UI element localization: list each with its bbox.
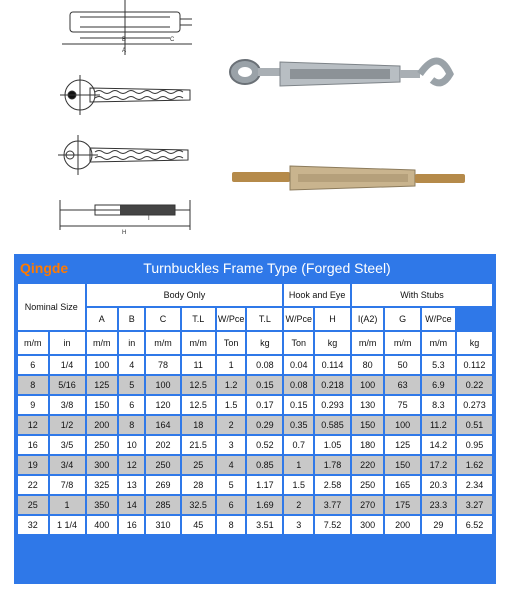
unit-cell: m/m — [87, 332, 117, 354]
table-cell: 16 — [18, 436, 48, 454]
table-cell: 1.78 — [315, 456, 350, 474]
label-dim-h: H — [122, 230, 127, 236]
table-cell: 100 — [385, 416, 419, 434]
table-cell: 3/4 — [50, 456, 85, 474]
table-cell: 350 — [87, 496, 117, 514]
table-cell: 100 — [87, 356, 117, 374]
table-cell: 1 — [217, 356, 246, 374]
unit-cell: kg — [247, 332, 282, 354]
drawing-body-only — [62, 0, 192, 55]
group-body-only: Body Only — [87, 284, 283, 306]
table-cell: 0.85 — [247, 456, 282, 474]
table-cell: 25 — [18, 496, 48, 514]
table-cell: 22 — [18, 476, 48, 494]
col-header: B — [119, 308, 145, 330]
table-row — [18, 476, 492, 494]
table-cell: 12 — [18, 416, 48, 434]
table-cell: 5/16 — [50, 376, 85, 394]
table-cell: 13 — [119, 476, 145, 494]
table-cell: 175 — [385, 496, 419, 514]
table-cell: 165 — [385, 476, 419, 494]
table-cell: 25 — [182, 456, 215, 474]
col-header: T.L — [182, 308, 215, 330]
table-cell: 1.17 — [247, 476, 282, 494]
unit-cell: Ton — [284, 332, 313, 354]
unit-cell: m/m — [352, 332, 383, 354]
table-cell: 202 — [146, 436, 179, 454]
table-cell: 100 — [146, 376, 179, 394]
table-cell: 12.5 — [182, 396, 215, 414]
table-cell: 19 — [18, 456, 48, 474]
table-cell: 0.08 — [284, 376, 313, 394]
table-cell: 5 — [119, 376, 145, 394]
product-drawings — [0, 0, 508, 248]
table-cell: 14.2 — [422, 436, 455, 454]
table-cell: 310 — [146, 516, 179, 534]
table-cell: 130 — [352, 396, 383, 414]
photo-stub-turnbuckle — [232, 166, 465, 190]
table-cell: 80 — [352, 356, 383, 374]
table-cell: 3 — [217, 436, 246, 454]
table-cell: 1.5 — [217, 396, 246, 414]
table-cell: 3/5 — [50, 436, 85, 454]
table-cell: 0.15 — [247, 376, 282, 394]
table-cell: 150 — [352, 416, 383, 434]
table-cell: 16 — [119, 516, 145, 534]
table-cell: 0.95 — [457, 436, 492, 454]
table-cell: 6.52 — [457, 516, 492, 534]
table-cell: 150 — [87, 396, 117, 414]
col-header: H — [315, 308, 350, 330]
table-row — [18, 516, 492, 534]
table-cell: 18 — [182, 416, 215, 434]
table-cell: 7/8 — [50, 476, 85, 494]
table-cell: 0.114 — [315, 356, 350, 374]
table-cell: 8 — [18, 376, 48, 394]
table-cell: 1 — [50, 496, 85, 514]
label-dim-c: C — [170, 37, 175, 43]
table-cell: 8.3 — [422, 396, 455, 414]
table-cell: 1.2 — [217, 376, 246, 394]
brand-name: Qingde — [20, 260, 69, 276]
table-cell: 0.273 — [457, 396, 492, 414]
table-cell: 11 — [182, 356, 215, 374]
table-cell: 2 — [217, 416, 246, 434]
table-cell: 3 — [284, 516, 313, 534]
table-cell: 21.5 — [182, 436, 215, 454]
table-cell: 8 — [119, 416, 145, 434]
group-with-stubs: With Stubs — [352, 284, 492, 306]
table-cell: 3.51 — [247, 516, 282, 534]
unit-cell: kg — [457, 332, 492, 354]
unit-cell: m/m — [385, 332, 419, 354]
table-cell: 180 — [352, 436, 383, 454]
table-row — [18, 416, 492, 434]
table-cell: 300 — [352, 516, 383, 534]
table-cell: 3.77 — [315, 496, 350, 514]
table-cell: 14 — [119, 496, 145, 514]
col-header: G — [385, 308, 419, 330]
table-cell: 200 — [87, 416, 117, 434]
unit-cell: m/m — [18, 332, 48, 354]
table-cell: 11.2 — [422, 416, 455, 434]
table-cell: 7.52 — [315, 516, 350, 534]
column-header-row — [18, 308, 492, 330]
table-cell: 0.22 — [457, 376, 492, 394]
table-cell: 0.112 — [457, 356, 492, 374]
technical-drawings-svg — [0, 0, 508, 248]
table-cell: 150 — [385, 456, 419, 474]
unit-cell: Ton — [217, 332, 246, 354]
table-cell: 400 — [87, 516, 117, 534]
table-cell: 28 — [182, 476, 215, 494]
table-cell: 5 — [217, 476, 246, 494]
drawing-eye-eye — [58, 135, 188, 175]
table-cell: 23.3 — [422, 496, 455, 514]
table-cell: 63 — [385, 376, 419, 394]
table-cell: 12.5 — [182, 376, 215, 394]
table-row — [18, 436, 492, 454]
table-cell: 1 1/4 — [50, 516, 85, 534]
table-cell: 1.62 — [457, 456, 492, 474]
table-cell: 0.51 — [457, 416, 492, 434]
table-cell: 6 — [119, 396, 145, 414]
table-cell: 4 — [217, 456, 246, 474]
spec-table-panel — [14, 254, 496, 584]
table-cell: 269 — [146, 476, 179, 494]
table-cell: 0.585 — [315, 416, 350, 434]
table-cell: 200 — [385, 516, 419, 534]
table-cell: 50 — [385, 356, 419, 374]
unit-cell: in — [119, 332, 145, 354]
table-cell: 0.7 — [284, 436, 313, 454]
table-row — [18, 456, 492, 474]
table-cell: 6 — [18, 356, 48, 374]
col-header: I(A2) — [352, 308, 383, 330]
col-header: W/Pce — [217, 308, 246, 330]
table-row — [18, 376, 492, 394]
table-cell: 6.9 — [422, 376, 455, 394]
table-cell: 0.293 — [315, 396, 350, 414]
table-cell: 9 — [18, 396, 48, 414]
table-cell: 1/4 — [50, 356, 85, 374]
units-row — [18, 332, 492, 354]
table-cell: 75 — [385, 396, 419, 414]
table-cell: 0.08 — [247, 356, 282, 374]
table-cell: 1/2 — [50, 416, 85, 434]
col-header: W/Pce — [284, 308, 313, 330]
drawing-hook-eye — [60, 75, 190, 115]
table-cell: 325 — [87, 476, 117, 494]
table-cell: 12 — [119, 456, 145, 474]
table-row — [18, 356, 492, 374]
table-cell: 0.35 — [284, 416, 313, 434]
table-cell: 32.5 — [182, 496, 215, 514]
table-cell: 250 — [146, 456, 179, 474]
table-cell: 1 — [284, 456, 313, 474]
table-cell: 300 — [87, 456, 117, 474]
table-cell: 2.34 — [457, 476, 492, 494]
table-cell: 0.04 — [284, 356, 313, 374]
table-cell: 164 — [146, 416, 179, 434]
unit-cell: m/m — [146, 332, 179, 354]
unit-cell: kg — [315, 332, 350, 354]
col-header: A — [87, 308, 117, 330]
table-cell: 1.69 — [247, 496, 282, 514]
table-cell: 3/8 — [50, 396, 85, 414]
col-header: W/Pce — [422, 308, 455, 330]
col-header: C — [146, 308, 179, 330]
table-title: Turnbuckles Frame Type (Forged Steel) — [143, 260, 391, 276]
table-cell: 32 — [18, 516, 48, 534]
table-cell: 125 — [87, 376, 117, 394]
table-cell: 78 — [146, 356, 179, 374]
group-hook-and-eye: Hook and Eye — [284, 284, 350, 306]
table-cell: 220 — [352, 456, 383, 474]
table-cell: 29 — [422, 516, 455, 534]
col-header: T.L — [247, 308, 282, 330]
unit-cell: m/m — [422, 332, 455, 354]
table-row — [18, 396, 492, 414]
turnbuckle-spec-table — [16, 282, 494, 536]
group-header-row — [18, 284, 492, 306]
table-header — [16, 254, 494, 282]
table-cell: 0.52 — [247, 436, 282, 454]
table-cell: 17.2 — [422, 456, 455, 474]
table-cell: 4 — [119, 356, 145, 374]
table-cell: 3.27 — [457, 496, 492, 514]
table-cell: 0.218 — [315, 376, 350, 394]
table-cell: 45 — [182, 516, 215, 534]
table-cell: 2 — [284, 496, 313, 514]
drawing-with-stubs — [60, 200, 190, 230]
table-cell: 285 — [146, 496, 179, 514]
photo-hook-eye-turnbuckle — [230, 60, 450, 86]
table-cell: 5.3 — [422, 356, 455, 374]
table-cell: 0.17 — [247, 396, 282, 414]
unit-cell: m/m — [182, 332, 215, 354]
table-row — [18, 496, 492, 514]
table-cell: 1.5 — [284, 476, 313, 494]
table-cell: 10 — [119, 436, 145, 454]
table-cell: 125 — [385, 436, 419, 454]
table-cell: 250 — [87, 436, 117, 454]
group-nominal-size: Nominal Size — [18, 284, 85, 330]
table-cell: 0.29 — [247, 416, 282, 434]
table-cell: 6 — [217, 496, 246, 514]
table-cell: 0.15 — [284, 396, 313, 414]
label-dim-b: B — [122, 37, 127, 43]
table-cell: 250 — [352, 476, 383, 494]
table-cell: 100 — [352, 376, 383, 394]
table-cell: 8 — [217, 516, 246, 534]
table-cell: 120 — [146, 396, 179, 414]
label-dim-a: A — [122, 48, 127, 54]
unit-cell: in — [50, 332, 85, 354]
table-cell: 2.58 — [315, 476, 350, 494]
table-cell: 270 — [352, 496, 383, 514]
table-cell: 20.3 — [422, 476, 455, 494]
label-dim-i: I — [148, 216, 150, 222]
table-cell: 1.05 — [315, 436, 350, 454]
